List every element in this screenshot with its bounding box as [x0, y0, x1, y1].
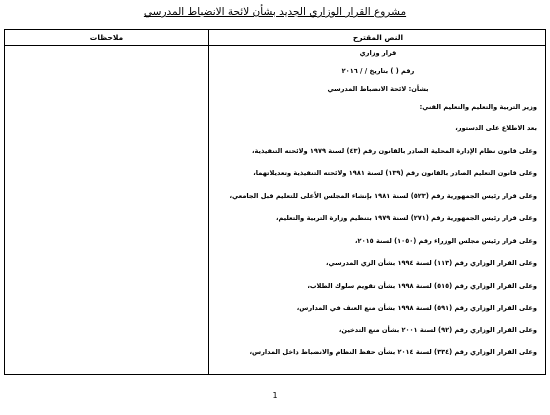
column-divider [208, 30, 209, 374]
preamble-line: وزير التربية والتعليم والتعليم الفني: [419, 103, 537, 111]
document-title: مشروع القرار الوزاري الجديد بشأن لائحة الانضباط المدرسي [143, 6, 407, 18]
decree-number-date: رقم ( ) بتاريخ / / ٢٠١٦ [341, 67, 415, 75]
preamble-line: وعلى قرار رئيس الجمهورية رقم (٢٧١) لسنة ١٩٧٩ بتنظيم وزارة التربية والتعليم، [275, 214, 537, 222]
preamble-line: وعلى قرار رئيس مجلس الوزراء رقم (١٠٥٠) لسنة ٢٠١٥، [355, 237, 537, 245]
comparison-table [4, 29, 546, 375]
notes-column-header: ملاحظات [89, 33, 124, 42]
preamble-line: وعلى قرار رئيس الجمهورية رقم (٥٢٣) لسنة ١٩٨١ بإنشاء المجلس الأعلى للتعليم قبل الجامعي، [229, 192, 537, 200]
proposed-text-column-header: النص المقترح [352, 33, 404, 42]
header-divider [5, 45, 545, 46]
preamble-line: بعد الاطلاع على الدستور، [455, 124, 537, 132]
decree-heading: قرار وزاري [359, 49, 397, 57]
preamble-line: وعلى القرار الوزاري رقم (٣٣٤) لسنة ٢٠١٤ بشأن حفظ النظام والانضباط داخل المدارس، [249, 348, 537, 356]
preamble-line: وعلى القرار الوزاري رقم (٩٢) لسنة ٢٠٠١ بشأن منع التدخين، [338, 326, 537, 334]
preamble-line: وعلى القرار الوزاري رقم (٥١٥) لسنة ١٩٩٨ بشأن تقويم سلوك الطلاب، [307, 282, 537, 290]
preamble-line: وعلى قانون التعليم الصادر بالقانون رقم (١٣٩) لسنة ١٩٨١ ولائحته التنفيذية وتعديلاتهما، [253, 169, 537, 177]
preamble-line: وعلى قانون نظام الإدارة المحلية الصادر بالقانون رقم (٤٣) لسنة ١٩٧٩ ولائحته التنفيذية، [252, 147, 537, 155]
page-number: 1 [272, 391, 278, 400]
decree-subject: بشأن: لائحة الانضباط المدرسي [327, 85, 429, 93]
preamble-line: وعلى القرار الوزاري رقم (١١٣) لسنة ١٩٩٤ بشأن الزي المدرسي، [325, 259, 537, 267]
preamble-line: وعلى القرار الوزاري رقم (٥٩١) لسنة ١٩٩٨ بشأن منع العنف في المدارس، [296, 304, 537, 312]
